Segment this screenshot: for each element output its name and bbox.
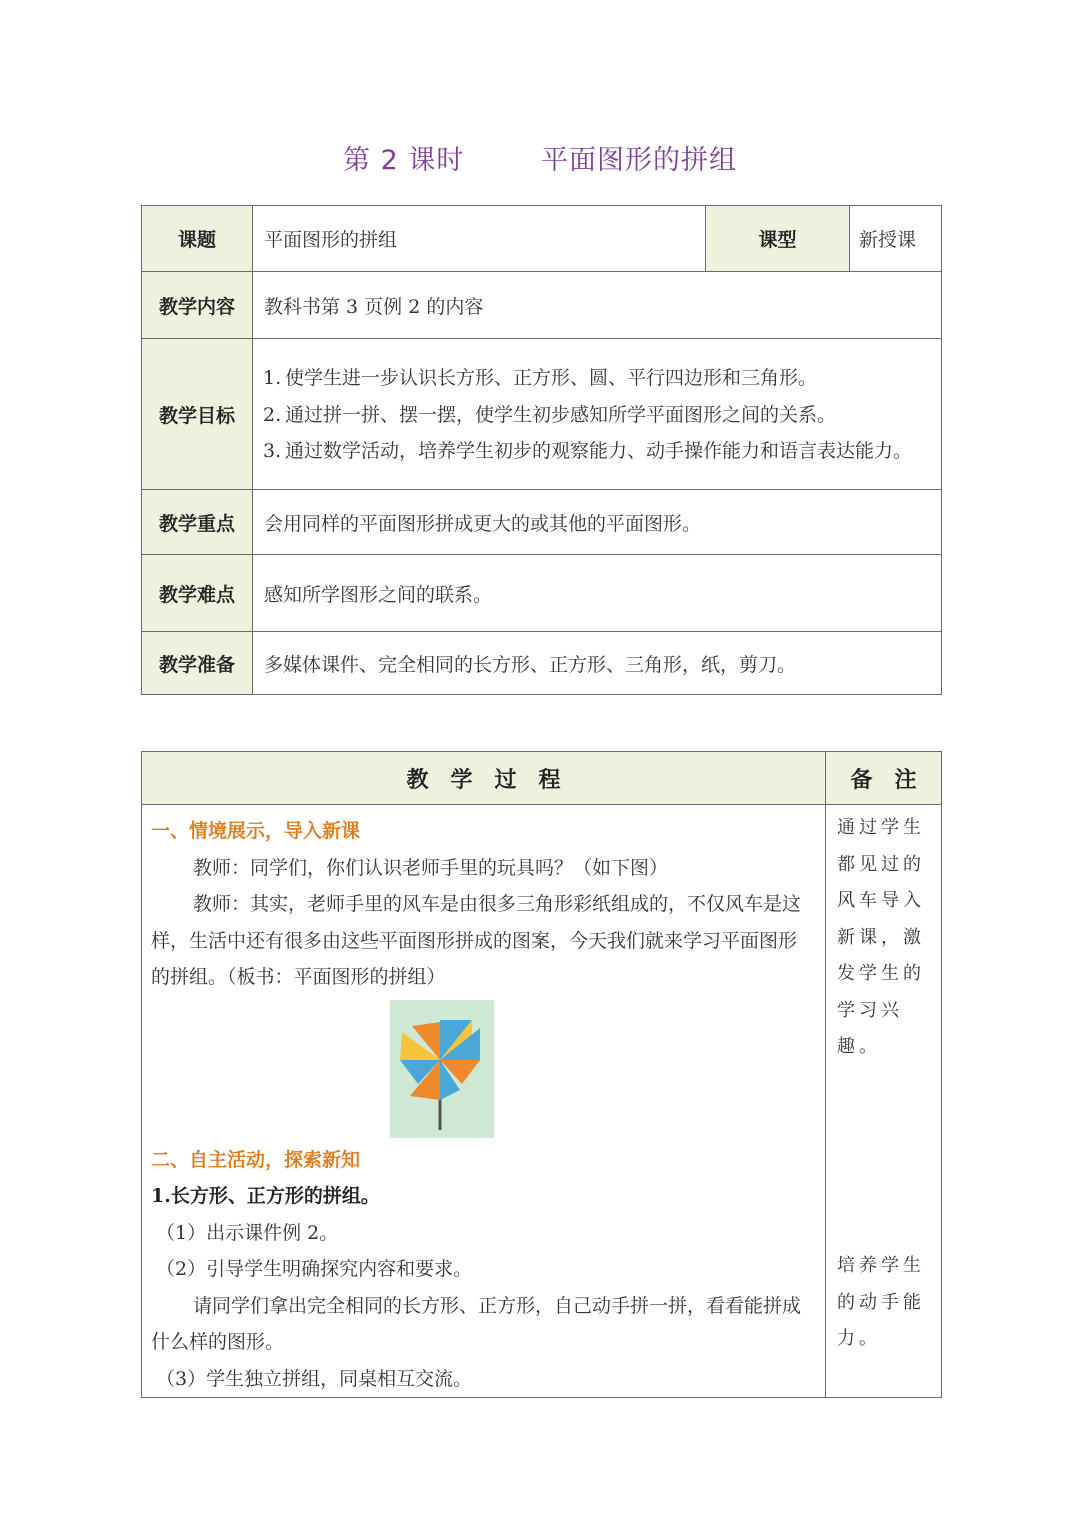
difficulty-value: 感知所学图形之间的联系。 bbox=[253, 555, 942, 632]
subsection-title: 1.长方形、正方形的拼组。 bbox=[151, 1185, 380, 1207]
goal-text: 通过数学活动，培养学生初步的观察能力、动手操作能力和语言表达能力。 bbox=[285, 440, 913, 463]
pinwheel-illustration-icon bbox=[390, 1000, 494, 1138]
goal-number: 3. bbox=[263, 440, 282, 463]
section-title: 一、情境展示，导入新课 bbox=[151, 820, 361, 842]
key-point-label: 教学重点 bbox=[142, 490, 253, 555]
note-text: 培养学生的动手能力。 bbox=[837, 1255, 925, 1349]
row-goals bbox=[142, 339, 942, 490]
row-preparation bbox=[142, 632, 942, 695]
process-body-row bbox=[142, 805, 942, 1398]
teaching-process-table bbox=[141, 751, 942, 1398]
notes-content bbox=[826, 805, 942, 1398]
step-item: （2）引导学生明确探究内容和要求。 bbox=[156, 1258, 473, 1280]
step-item: （1）出示课件例 2。 bbox=[156, 1221, 339, 1244]
paragraph: 教师：其实，老师手里的风车是由很多三角形彩纸组成的，不仅风车是这样，生活中还有很多由这些平面图形拼成的图案，今天我们就来学习平面图形的拼组。（板书：平面图形的拼组） bbox=[151, 893, 802, 988]
goal-text: 通过拼一拼、摆一摆，使学生初步感知所学平面图形之间的关系。 bbox=[285, 403, 837, 426]
notes-header: 备 注 bbox=[826, 752, 942, 805]
page-title: 第 2 课时 平面图形的拼组 bbox=[342, 145, 737, 176]
type-value: 新授课 bbox=[850, 206, 942, 272]
pinwheel-figure bbox=[151, 996, 815, 1142]
topic-value: 平面图形的拼组 bbox=[253, 206, 706, 272]
process-header-row bbox=[142, 752, 942, 805]
goal-number: 1. bbox=[263, 367, 282, 390]
difficulty-label: 教学难点 bbox=[142, 555, 253, 632]
row-content bbox=[142, 272, 942, 339]
goal-number: 2. bbox=[263, 403, 282, 426]
goals-label: 教学目标 bbox=[142, 339, 253, 490]
goal-item bbox=[263, 397, 931, 434]
paragraph: 教师：同学们，你们认识老师手里的玩具吗？（如下图） bbox=[193, 856, 669, 879]
content-label: 教学内容 bbox=[142, 272, 253, 339]
step-item: （3）学生独立拼组，同桌相互交流。 bbox=[156, 1367, 473, 1390]
paragraph: 请同学们拿出完全相同的长方形、正方形，自己动手拼一拼，看看能拼成什么样的图形。 bbox=[151, 1294, 802, 1353]
section-title: 二、自主活动，探索新知 bbox=[151, 1148, 361, 1171]
key-point-value: 会用同样的平面图形拼成更大的或其他的平面图形。 bbox=[253, 490, 942, 555]
goal-item bbox=[263, 360, 931, 397]
goals-list bbox=[253, 339, 942, 490]
process-content bbox=[142, 805, 826, 1398]
row-key-point bbox=[142, 490, 942, 555]
preparation-label: 教学准备 bbox=[142, 632, 253, 695]
type-label: 课型 bbox=[706, 206, 850, 272]
row-topic bbox=[142, 206, 942, 272]
preparation-value: 多媒体课件、完全相同的长方形、正方形、三角形，纸，剪刀。 bbox=[253, 632, 942, 695]
lesson-info-table bbox=[141, 205, 942, 695]
note-text: 通过学生都见过的风车导入新课，激发学生的学习兴趣。 bbox=[837, 817, 925, 1057]
goal-text: 使学生进一步认识长方形、正方形、圆、平行四边形和三角形。 bbox=[285, 367, 818, 390]
content-value: 教科书第 3 页例 2 的内容 bbox=[253, 272, 942, 339]
process-header: 教 学 过 程 bbox=[142, 752, 826, 805]
goal-item bbox=[263, 433, 931, 470]
topic-label: 课题 bbox=[142, 206, 253, 272]
row-difficulty bbox=[142, 555, 942, 632]
